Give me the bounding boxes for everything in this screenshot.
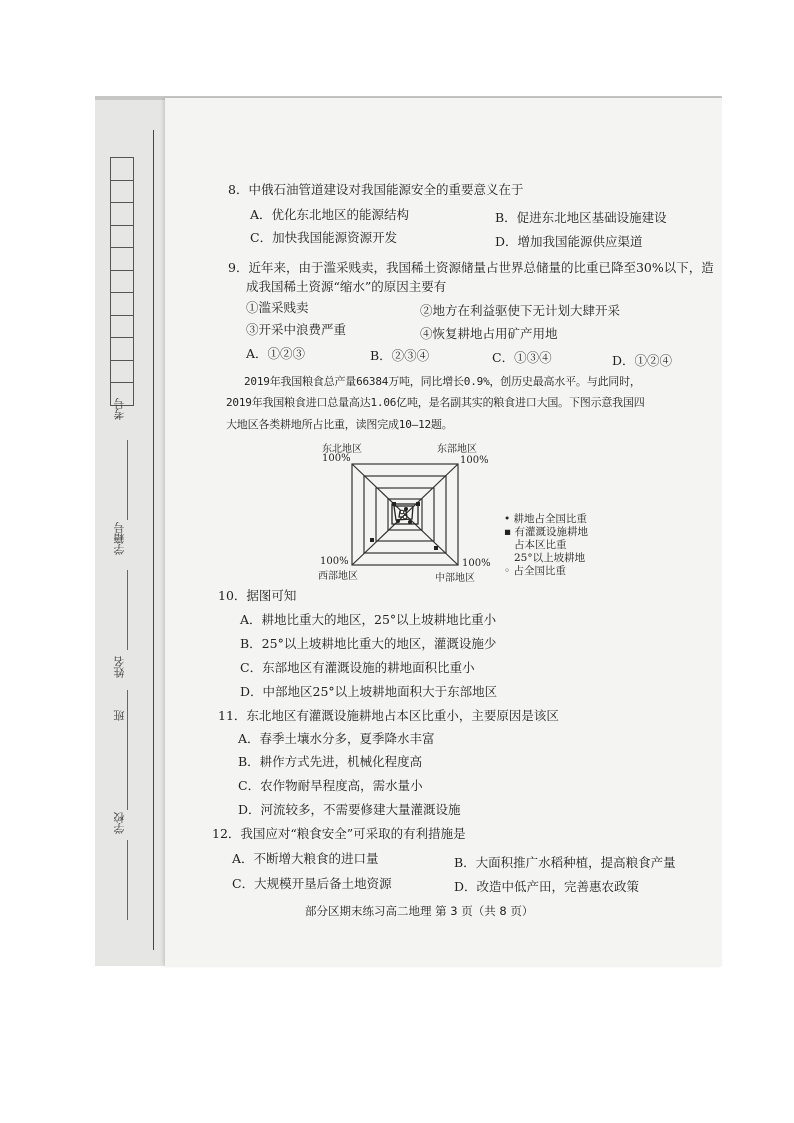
passage-line2: 2019年我国粮食进口总量高达1.06亿吨，是名副其实的粮食进口大国。下图示意我国四 xyxy=(226,396,645,409)
q12-option-c: C．大规模开垦后备土地资源 xyxy=(232,876,392,891)
q10-option-b: B．25°以上坡耕地比重大的地区，灌溉设施少 xyxy=(240,636,497,651)
q9-stem-line2: 成我国稀土资源“缩水”的原因主要有 xyxy=(246,279,447,294)
passage-line3: 大地区各类耕地所占比重，读图完成10—12题。 xyxy=(226,418,453,431)
q10-stem: 10．据图可知 xyxy=(218,588,297,603)
binding-line xyxy=(153,130,154,950)
radar-chart xyxy=(350,462,460,567)
q11-option-b: B．耕作方式先进，机械化程度高 xyxy=(238,754,423,769)
passage-line1: 2019年我国粮食总产量66384万吨，同比增长0.9%，创历史最高水平。与此同时， xyxy=(244,375,641,388)
legend xyxy=(504,513,588,578)
q10-option-d: D．中部地区25°以上坡耕地面积大于东部地区 xyxy=(240,684,498,699)
class-line xyxy=(127,730,128,810)
q11-option-c: C．农作物耐旱程度高，需水量小 xyxy=(238,778,423,793)
q8-option-c: C．加快我国能源资源开发 xyxy=(250,230,398,245)
q11-option-a: A．春季土壤水分多，夏季降水丰富 xyxy=(238,731,435,746)
q8-option-a: A．优化东北地区的能源结构 xyxy=(250,207,410,222)
axis-max-northeast: 100% xyxy=(322,453,351,464)
q12-option-b: B．大面积推广水稻种植，提高粮食产量 xyxy=(454,855,676,870)
school-line xyxy=(127,840,128,920)
axis-label-central: 中部地区 xyxy=(435,573,475,584)
legend-label-4: 25°以上坡耕地 xyxy=(514,552,586,564)
q9-option-d: D．①②④ xyxy=(612,353,673,368)
q12-option-a: A．不断增大粮食的进口量 xyxy=(232,851,379,866)
q11-option-d: D．河流较多，不需要修建大量灌溉设施 xyxy=(238,802,461,817)
q9-option-c: C．①③④ xyxy=(492,350,552,365)
farmland-marker-w xyxy=(396,519,400,523)
exam-no-line xyxy=(127,440,128,520)
exam-no-label: 考号 xyxy=(113,398,126,420)
school-label: 学校 xyxy=(113,812,126,834)
farmland-marker-c xyxy=(408,520,412,524)
q12-option-d: D．改造中低产田，完善惠农政策 xyxy=(454,879,640,894)
name-label: 姓名 xyxy=(113,656,126,678)
q9-option-a: A．①②③ xyxy=(246,346,306,361)
q9-item-2: ②地方在利益驱使下无计划大肆开采 xyxy=(420,303,621,318)
axis-max-central: 100% xyxy=(462,558,491,569)
class-label: 班 xyxy=(113,710,126,721)
q9-stem-line1: 9．近年来，由于滥采贱卖，我国稀土资源储量占世界总储量的比重已降至30%以下，造 xyxy=(228,260,714,275)
legend-label-3: 占本区比重 xyxy=(514,539,567,551)
q10-option-a: A．耕地比重大的地区，25°以上坡耕地比重小 xyxy=(240,612,497,627)
legend-label-2: 有灌溉设施耕地 xyxy=(514,526,588,538)
q8-option-b: B．促进东北地区基础设施建设 xyxy=(495,210,667,225)
student-no-label: 学籍号 xyxy=(113,522,126,555)
legend-label-5: 占全国比重 xyxy=(513,565,567,577)
axis-label-west: 西部地区 xyxy=(318,571,358,582)
slope-marker-c xyxy=(403,515,407,519)
axis-label-east: 东部地区 xyxy=(437,444,477,455)
irrigated-marker-e xyxy=(416,502,420,506)
q12-stem: 12．我国应对“粮食安全”可采取的有利措施是 xyxy=(212,826,466,841)
q8-stem: 8．中俄石油管道建设对我国能源安全的重要意义在于 xyxy=(228,182,524,197)
q9-item-4: ④恢复耕地占用矿产用地 xyxy=(420,326,558,341)
farmland-marker-ne xyxy=(404,507,408,511)
irrigated-marker-c xyxy=(434,546,438,550)
legend-square-icon: ▪ xyxy=(504,526,512,538)
q8-option-d: D．增加我国能源供应渠道 xyxy=(495,234,643,249)
irrigated-marker-w xyxy=(370,538,374,542)
q9-option-b: B．②③④ xyxy=(370,348,430,363)
legend-label-1: 耕地占全国比重 xyxy=(513,513,588,525)
student-no-line xyxy=(127,570,128,650)
q9-item-3: ③开采中浪费严重 xyxy=(246,322,347,337)
q11-stem: 11．东北地区有灌溉设施耕地占本区比重小，主要原因是该区 xyxy=(218,708,559,723)
irrigated-marker-ne xyxy=(392,502,396,506)
axis-max-east: 100% xyxy=(460,455,489,466)
slope-marker-ne xyxy=(400,510,404,514)
score-grid xyxy=(110,157,134,406)
axis-max-west: 100% xyxy=(320,556,349,567)
legend-circle-icon: ◦ xyxy=(504,565,511,577)
legend-dot-icon: • xyxy=(504,513,511,525)
page-footer: 部分区期末练习高二地理 第 3 页（共 8 页） xyxy=(305,904,534,918)
q9-item-1: ①滥采贱卖 xyxy=(246,300,309,315)
q10-option-c: C．东部地区有灌溉设施的耕地面积比重小 xyxy=(240,660,475,675)
axis-label-northeast: 东北地区 xyxy=(322,444,362,455)
